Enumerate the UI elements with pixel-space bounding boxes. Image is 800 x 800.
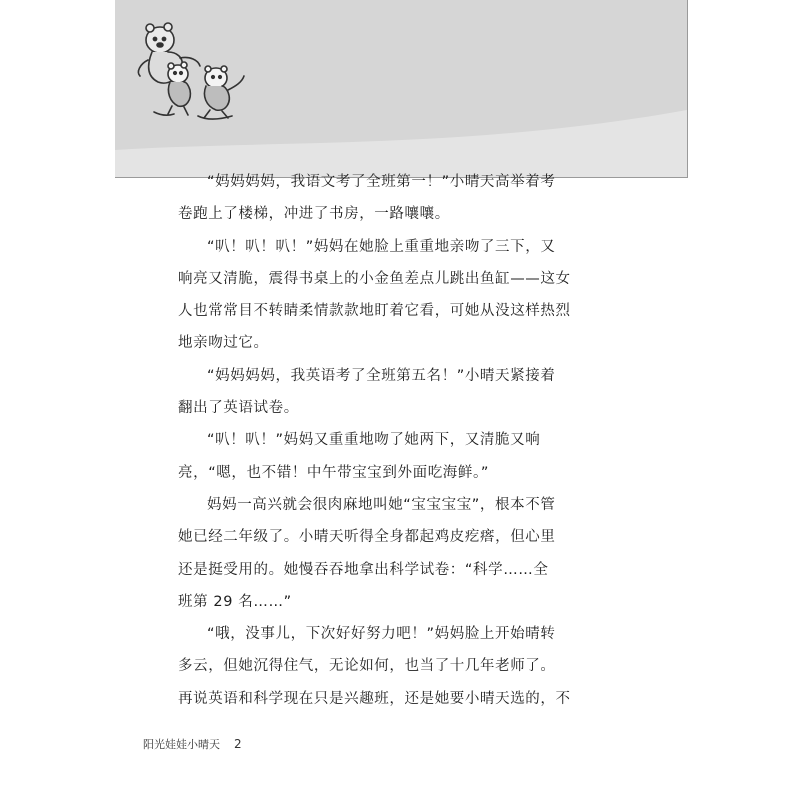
text-line: “叭！叭！”妈妈又重重地吻了她两下，又清脆又响 — [207, 432, 541, 449]
text-line: 翻出了英语试卷。 — [178, 400, 299, 417]
text-line: “叭！叭！叭！”妈妈在她脸上重重地亲吻了三下，又 — [207, 238, 556, 255]
text-line: 她已经二年级了。小晴天听得全身都起鸡皮疙瘩，但心里 — [178, 529, 556, 546]
text-line: 再说英语和科学现在只是兴趣班，还是她要小晴天选的，不 — [178, 690, 571, 707]
page-number: 2 — [234, 737, 242, 751]
text-line: 地亲吻过它。 — [178, 335, 269, 352]
page-footer — [143, 736, 242, 752]
text-line: “哦，没事儿，下次好好努力吧！”妈妈脸上开始晴转 — [207, 626, 556, 643]
text-line: 卷跑上了楼梯，冲进了书房，一路嚷嚷。 — [178, 206, 450, 223]
page-body — [178, 166, 618, 715]
text-line: 还是挺受用的。她慢吞吞地拿出科学试卷：“科学……全 — [178, 561, 549, 578]
bear-family-illustration — [128, 12, 248, 122]
text-line: 人也常常目不转睛柔情款款地盯着它看，可她从没这样热烈 — [178, 303, 571, 320]
text-line: 班第 29 名……” — [178, 593, 292, 610]
footer-book-title: 阳光娃娃小晴天 — [143, 738, 220, 751]
text-line: 妈妈一高兴就会很肉麻地叫她“宝宝宝宝”，根本不管 — [207, 496, 556, 513]
text-line: 多云，但她沉得住气，无论如何，也当了十几年老师了。 — [178, 658, 556, 675]
text-line: “妈妈妈妈，我语文考了全班第一！”小晴天高举着考 — [207, 174, 556, 190]
text-line: 响亮又清脆，震得书桌上的小金鱼差点儿跳出鱼缸——这女 — [178, 270, 571, 287]
text-line: “妈妈妈妈，我英语考了全班第五名！”小晴天紧接着 — [207, 367, 556, 384]
text-line: 亮，“嗯，也不错！中午带宝宝到外面吃海鲜。” — [178, 464, 489, 481]
